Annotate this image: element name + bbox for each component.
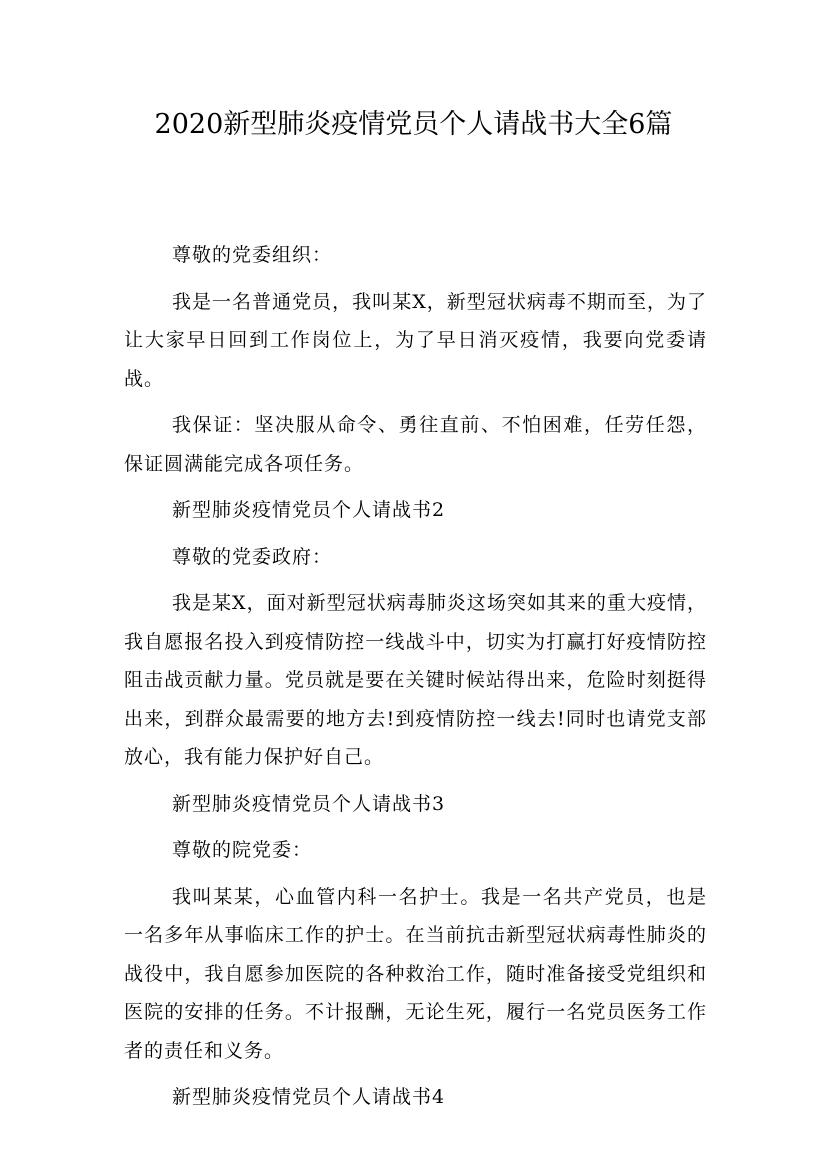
section-heading-2: 新型肺炎疫情党员个人请战书2 <box>172 499 446 521</box>
salutation-2: 尊敬的党委政府： <box>172 545 333 568</box>
paragraph-2: 我保证：坚决服从命令、勇往直前、不怕困难，任劳任怨，保证圆满能完成各项任务。 <box>124 414 707 475</box>
salutation-1: 尊敬的党委组织： <box>172 244 333 266</box>
section-heading-4: 新型肺炎疫情党员个人请战书4 <box>172 1086 446 1108</box>
paragraph-3: 我是某X，面对新型冠状病毒肺炎这场突如其来的重大疫情，我自愿报名投入到疫情防控一线战斗中，切实为打赢打好疫情防控阻击战贡献力量。党员就是要在关键时候站得出来，危险时刻挺得出来，到群众最需要的地方去!到疫情防控一线去!同时也请党支部放心，我有能力保护好自己。 <box>124 592 707 768</box>
salutation-3: 尊敬的院党委： <box>172 839 313 861</box>
section-heading-3: 新型肺炎疫情党员个人请战书3 <box>172 792 446 815</box>
document-body <box>124 236 707 1117</box>
paragraph-4: 我叫某某，心血管内科一名护士。我是一名共产党员，也是一名多年从事临床工作的护士。在当前抗击新型冠状病毒性肺炎的战役中，我自愿参加医院的各种救治工作，随时准备接受党组织和医院的安排的任务。不计报酬，无论生死，履行一名党员医务工作者的责任和义务。 <box>124 885 707 1062</box>
paragraph-1: 我是一名普通党员，我叫某X，新型冠状病毒不期而至，为了让大家早日回到工作岗位上，为了早日消灭疫情，我要向党委请战。 <box>124 290 707 390</box>
document-title: 2020新型肺炎疫情党员个人请战书大全6篇 <box>154 109 673 140</box>
